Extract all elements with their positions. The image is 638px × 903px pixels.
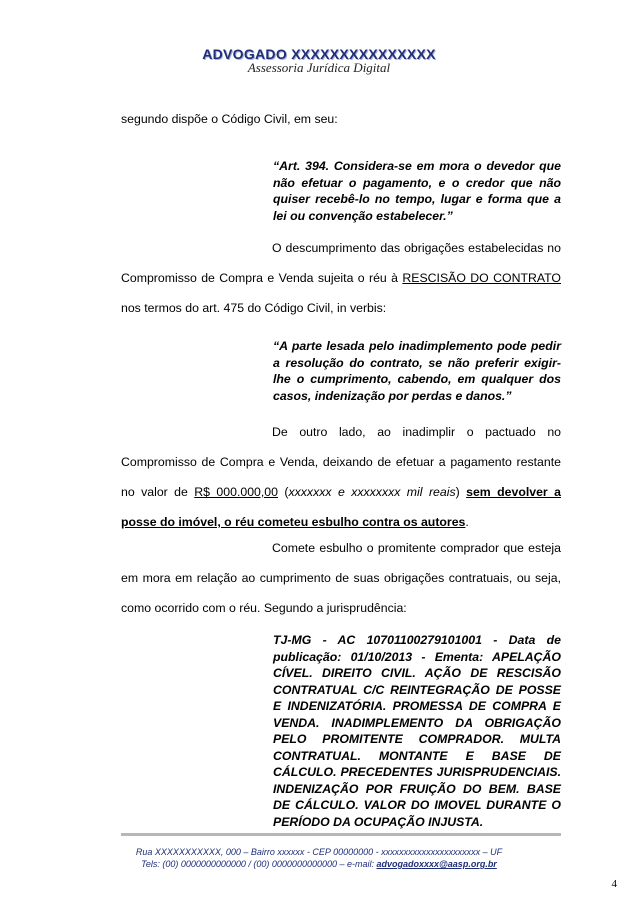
footer-email-link[interactable]: advogadoxxxx@aasp.org.br [376,859,497,869]
paragraph-jurisprudencia-intro: Comete esbulho o promitente comprador que esteja em mora em relação ao cumprimento de suas obrigações contratuais, ou seja, como ocorrido com o réu. Segundo a jurisprudência: [121,541,561,615]
footer-phones: Tels: (00) 0000000000000 / (00) 0000000000000 – e-mail: [141,859,377,869]
letterhead [0,46,638,75]
paragraph-esbulho [121,417,561,537]
letterhead-subtitle: Assessoria Jurídica Digital [247,60,391,75]
paragraph-rescisao [121,233,561,323]
quote-art-394: “Art. 394. Considera-se em mora o devedor que não efetuar o pagamento, e o credor que não quiser recebê-lo no tempo, lugar e forma que a lei ou convenção estabelecer.” [273,159,561,223]
amount-value: R$ 000.000,00 [194,485,278,499]
footer [0,846,638,870]
footer-contacts [0,858,638,870]
amount-in-words: xxxxxxx e xxxxxxxx mil reais [288,485,456,499]
paren-open: ( [277,485,289,499]
period: . [465,515,469,529]
esbulho-emphasis: sem devolver a posse do imóvel, o réu cometeu esbulho contra os autores [121,485,561,529]
letterhead-title: ADVOGADO XXXXXXXXXXXXXXX [202,46,436,62]
paragraph-rescisao-text-1: O descumprimento das obrigações estabelecidas no Compromisso de Compra e Venda sujeita o réu à [121,241,561,285]
paragraph-esbulho-text-1: De outro lado, ao inadimplir o pactuado no Compromisso de Compra e Venda, deixando de efetuar a pagamento restante no valor de [121,425,561,499]
rescisao-contrato-emphasis: RESCISÃO DO CONTRATO [402,271,561,285]
paren-close: ) [455,485,467,499]
page-number: 4 [611,878,617,890]
footer-divider [121,833,561,836]
quote-tjmg-ementa: TJ-MG - AC 10701100279101001 - Data de publicação: 01/10/2013 - Ementa: APELAÇÃO CÍVEL. DIREITO CIVIL. AÇÃO DE RESCISÃO CONTRATUAL C/C REINTEGRAÇÃO DE POSSE E INDENIZATÓRIA. PROMESSA DE COMPRA E VENDA. INADIMPLEMENTO DA OBRIGAÇÃO PELO PROMITENTE COMPRADOR. MULTA CONTRATUAL. MONTANTE E BASE DE CÁLCULO. PRECEDENTES JURISPRUDENCIAIS. INDENIZAÇÃO POR FRUIÇÃO DO BEM. BASE DE CÁLCULO. VALOR DO IMOVEL DURANTE O PERÍODO DA OCUPAÇÃO INJUSTA. [273,633,561,829]
paragraph-intro: segundo dispõe o Código Civil, em seu: [121,112,338,126]
footer-address: Rua XXXXXXXXXXX, 000 – Bairro xxxxxx - CEP 00000000 - xxxxxxxxxxxxxxxxxxxxxx – UF [135,847,503,857]
quote-art-475: “A parte lesada pelo inadimplemento pode pedir a resolução do contrato, se não preferir exigir-lhe o cumprimento, cabendo, em qualquer dos casos, indenização por perdas e danos.” [273,339,561,403]
paragraph-rescisao-text-2: nos termos do art. 475 do Código Civil, in verbis: [121,301,387,315]
